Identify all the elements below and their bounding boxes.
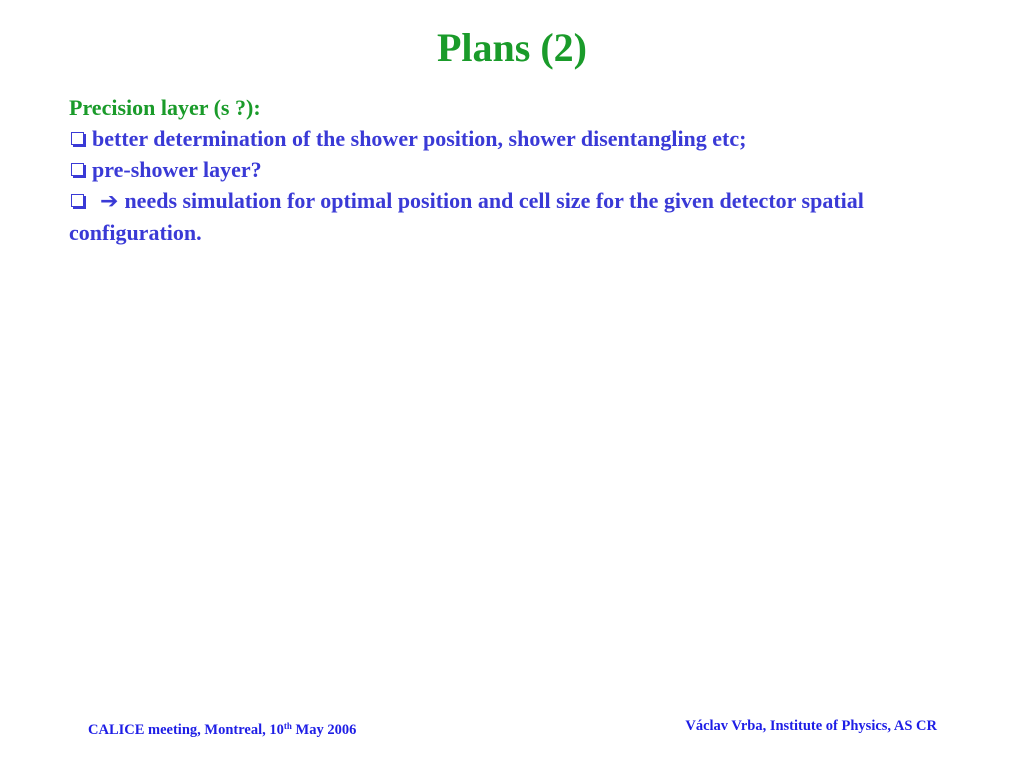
footer-meeting-sup: th: [283, 721, 292, 731]
footer-author: Václav Vrba, Institute of Physics, AS CR: [685, 718, 937, 734]
footer-meeting-suffix: May 2006: [291, 722, 357, 738]
bullet-item: [69, 185, 949, 248]
bullet-text: needs simulation for optimal position and cell size for the given detector spatial configuration.: [69, 188, 864, 245]
checkbox-square-icon: [71, 163, 84, 176]
footer-meeting-prefix: CALICE meeting, Montreal, 10: [88, 722, 284, 738]
bullet-text: better determination of the shower position, shower disentangling etc;: [92, 126, 747, 151]
checkbox-square-icon: [71, 194, 84, 207]
right-arrow-icon: ➔: [100, 189, 119, 214]
footer-meeting: [88, 717, 356, 739]
section-heading: Precision layer (s ?):: [69, 95, 261, 120]
bullet-item: [69, 123, 949, 154]
slide-title: Plans (2): [437, 25, 587, 70]
checkbox-square-icon: [71, 132, 84, 145]
bullet-item: [69, 154, 949, 185]
bullet-text: pre-shower layer?: [92, 157, 262, 182]
slide-content: [69, 92, 949, 248]
